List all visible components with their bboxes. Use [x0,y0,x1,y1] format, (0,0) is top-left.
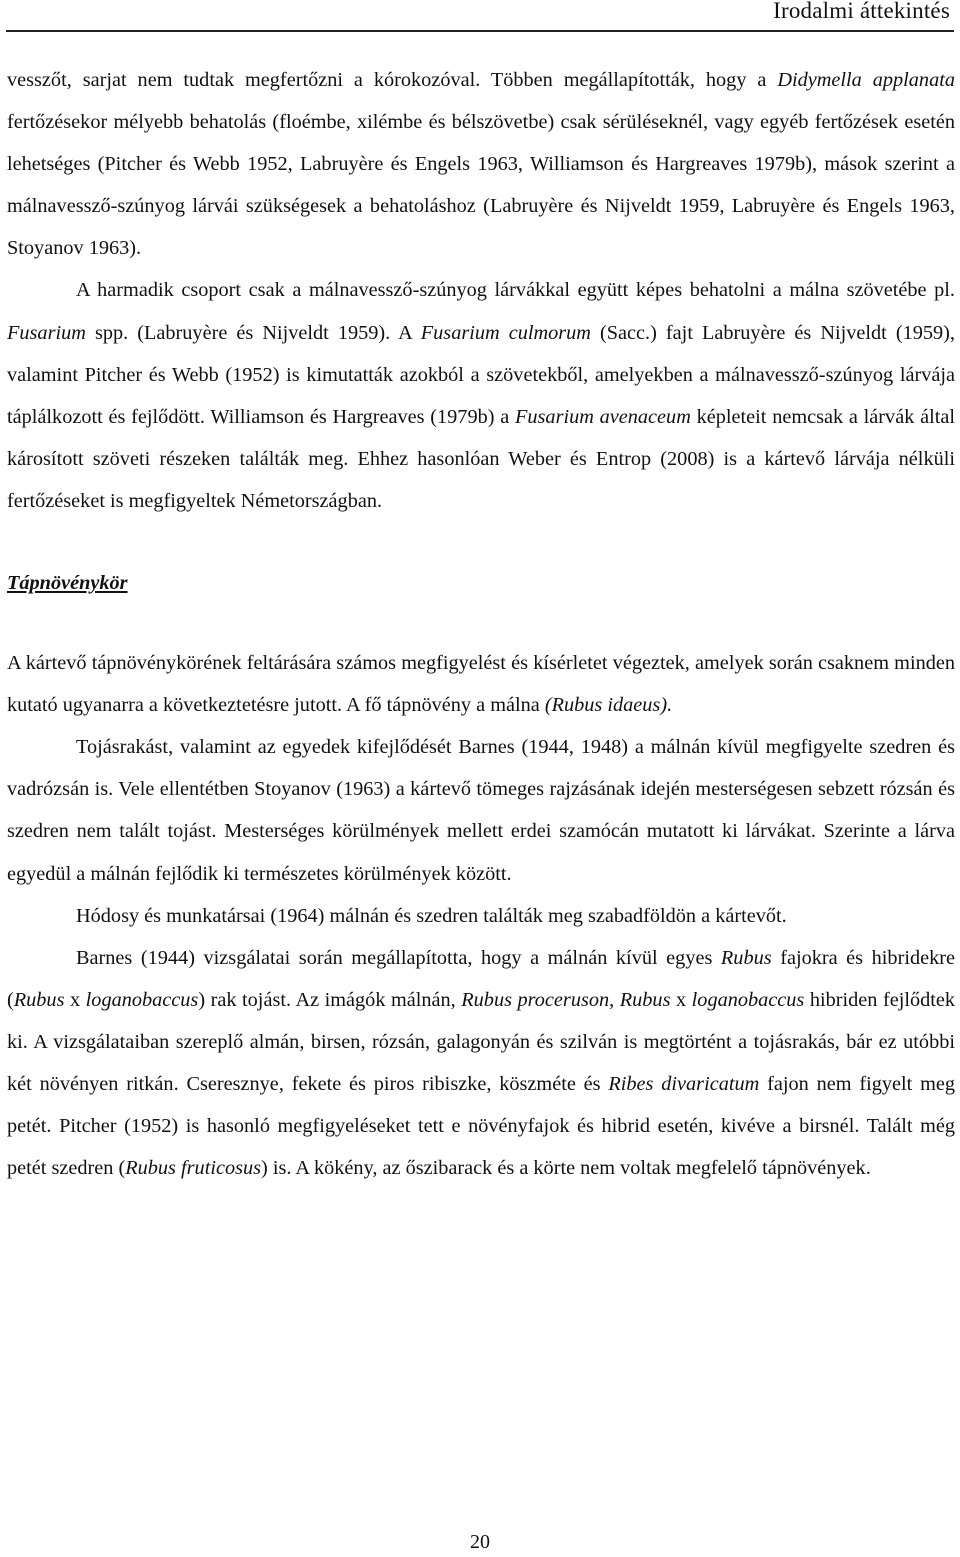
page-header [6,0,954,32]
text-run: ) rak tojást. Az imágók málnán, [198,988,462,1011]
species-name: loganobaccus [85,988,199,1011]
species-name: Fusarium avenaceum [515,405,691,428]
species-name: Rubus [13,988,65,1011]
species-name: loganobaccus [691,988,805,1011]
species-name: Rubus fruticosus [125,1157,262,1180]
text-run: ) is. A kökény, az őszibarack és a körte nem voltak megfelelő tápnövények. [261,1157,871,1180]
species-name: (Rubus idaeus). [544,694,673,717]
text-run: A kártevő tápnövénykörének feltárására számos megfigyelést és kísérletet végeztek, amelyek során csaknem minden kutató ugyanarra a következtetésre jutott. A fő tápnövény a málna [7,652,955,717]
text-run: képleteit nemcsak a lárvák által károsított szöveti részeken találták meg. Ehhez hasonlóan Weber és Entrop (2008) is a kártevő lárvája nélküli fertőzéseket is megfigyeltek Németországban. [7,405,956,512]
paragraph-hodosy [7,895,955,937]
species-name: Fusarium [7,321,86,344]
running-header-title: Irodalmi áttekintés [773,0,950,23]
species-name: Rubus proceruson [461,988,610,1011]
text-run: vesszőt, sarjat nem tudtak megfertőzni a kórokozóval. Többen megállapították, hogy a [7,69,778,91]
species-name: Didymella applanata [777,69,955,91]
text-run: A harmadik csoport csak a málnavessző-szúnyog lárvákkal együtt képes behatolni a málna szövetébe pl. [76,279,955,302]
species-name: Ribes divaricatum [608,1072,760,1095]
text-run: Hódosy és munkatársai (1964) málnán és szedren találták meg szabadföldön a kártevőt. [76,904,787,927]
text-run: x [670,988,692,1011]
paragraph-fusarium [7,269,955,522]
text-run: Barnes (1944) vizsgálatai során megállapította, hogy a málnán kívül egyes [76,946,721,969]
text-run: (Sacc.) fajt Labruyère és Nijveldt (1959), valamint Pitcher és Webb (1952) is kimutatták azokból a szövetekből, amelyekben a málnavessző-szúnyog lárvája táplálkozott és fejlődött. Williamson és Hargreaves (1979b) a [7,321,955,428]
text-run: hibriden fejlődtek ki. A vizsgálataiban szereplő almán, birsen, rózsán, galagonyán és szilván is megtörtént a tojásrakás, bár ez utóbbi két növényen ritkán. Cseresznye, fekete és piros ribiszke, köszméte és [7,988,956,1095]
page-number: 20 [470,1531,490,1553]
paragraph-host-range [7,642,955,726]
section-heading: Tápnövénykör [7,572,128,595]
paragraph-didymella [7,59,955,269]
text-run: fajon nem figyelt meg petét. Pitcher (1952) is hasonló megfigyeléseket tett e növényfajok és hibrid esetén, kivéve a birsnél. Talált még petét szedren ( [7,1072,955,1180]
document-body [7,59,955,1189]
text-run: x [64,988,86,1011]
paragraph-barnes [7,937,955,1190]
text-run: fertőzésekor mélyebb behatolás (floémbe, xilémbe és bélszövetbe) csak sérüléseknél, vagy egyéb fertőzések esetén lehetséges (Pitcher és Webb 1952, Labruyère és Engels 1963, Williamson és Hargreaves 1979b), mások szerint a málnavessző-szúnyog lárvái szükségesek a behatoláshoz (Labruyère és Nijveldt 1959, Labruyère és Engels 1963, Stoyanov 1963). [7,111,955,260]
paragraph-oviposition [7,726,955,894]
text-run: Tojásrakást, valamint az egyedek kifejlődését Barnes (1944, 1948) a málnán kívül megfigyelte szedren és vadrózsán is. Vele ellentétben Stoyanov (1963) a kártevő tömeges rajzásának idején mesterségesen sebzett rózsán és szedren nem talált tojást. Mesterséges körülmények mellett erdei szamócán mutatott ki lárvákat. Szerinte a lárva egyedül a málnán fejlődik ki természetes körülmények között. [7,736,955,885]
species-name: Fusarium culmorum [420,321,591,344]
text-run: fajokra és hibridekre ( [7,946,955,1011]
species-name: Rubus [619,988,671,1011]
text-run: spp. (Labruyère és Nijveldt 1959). A [85,321,421,344]
text-run: , [609,988,620,1011]
species-name: Rubus [720,946,772,969]
